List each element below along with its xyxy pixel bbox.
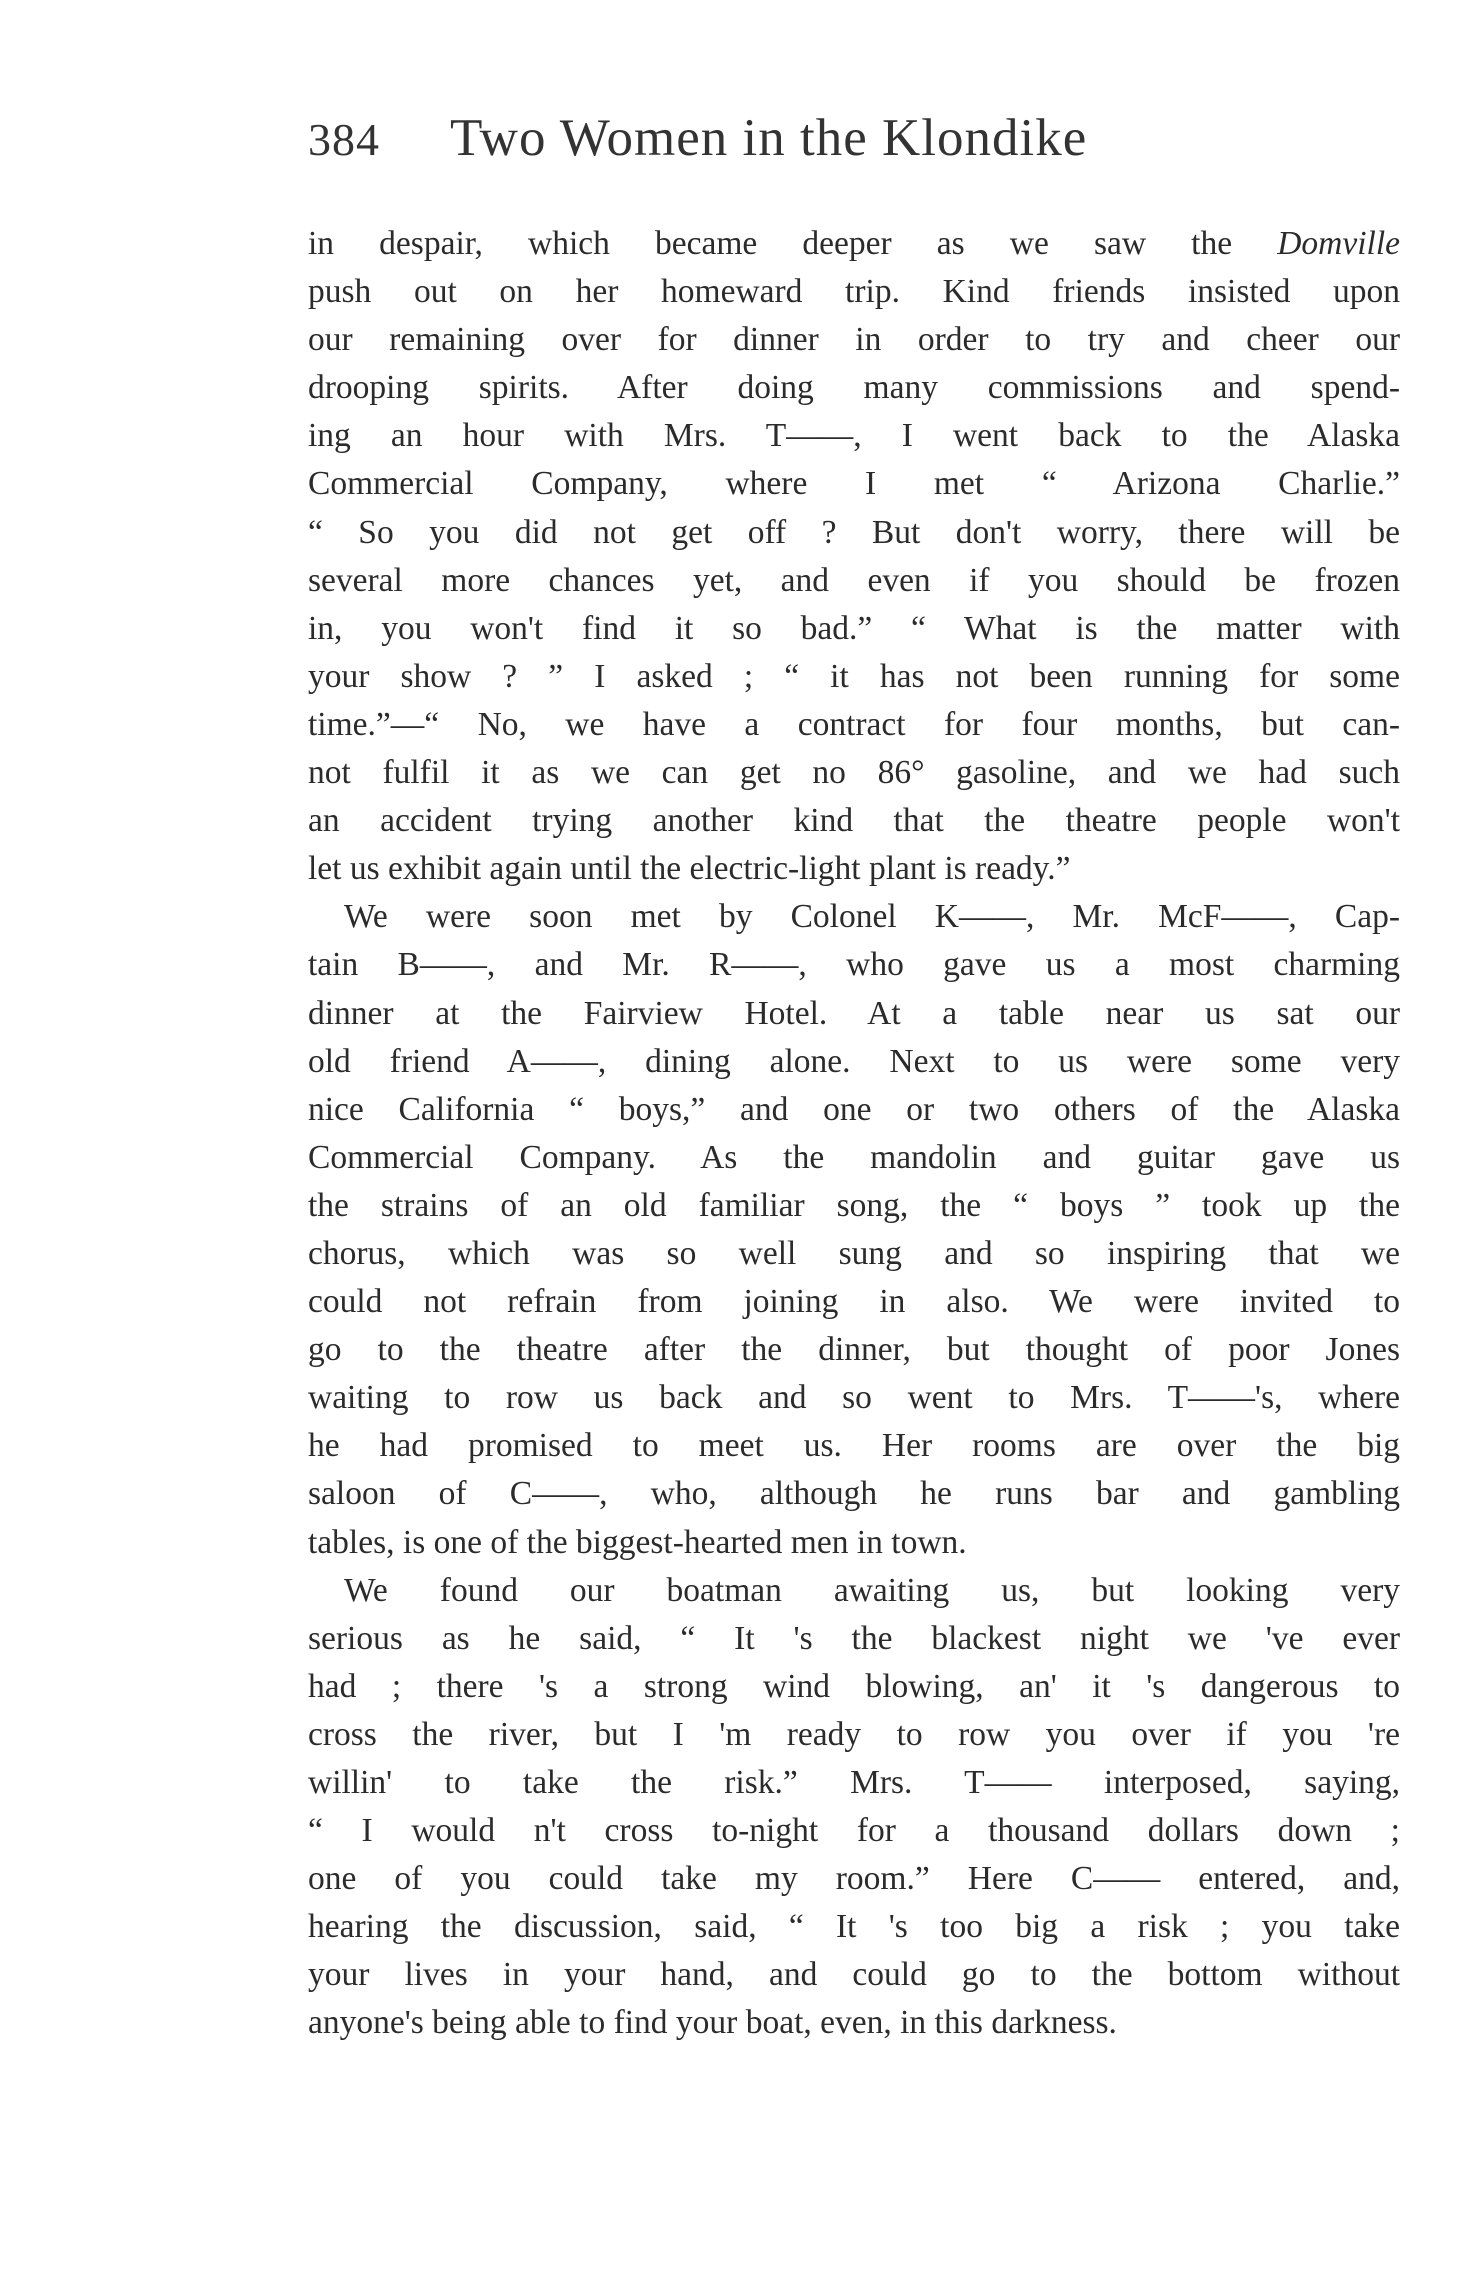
text-line: your lives in your hand, and could go to the bottom without bbox=[308, 1956, 1400, 1994]
text-line: had ; there 's a strong wind blowing, an' it 's dangerous to bbox=[308, 1667, 1400, 1705]
text-line: go to the theatre after the dinner, but thought of poor Jones bbox=[308, 1331, 1400, 1369]
text-line: willin' to take the risk.” Mrs. T—— interposed, saying, bbox=[308, 1764, 1400, 1801]
text-line: an accident trying another kind that the theatre people won't bbox=[308, 802, 1400, 840]
text-line: he had promised to meet us. Her rooms are over the big bbox=[308, 1427, 1400, 1465]
text-line: “ I would n't cross to-night for a thousand dollars down ; bbox=[308, 1812, 1400, 1850]
text-line: Commercial Company. As the mandolin and guitar gave us bbox=[308, 1138, 1400, 1176]
text-line: drooping spirits. After doing many commissions and spend- bbox=[308, 369, 1400, 407]
text-line: anyone's being able to find your boat, even, in this darkness. bbox=[308, 2004, 1117, 2042]
text-line: dinner at the Fairview Hotel. At a table near us sat our bbox=[308, 994, 1400, 1032]
text-line: nice California “ boys,” and one or two others of the Alaska bbox=[308, 1090, 1400, 1128]
text-line: your show ? ” I asked ; “ it has not been running for some bbox=[308, 657, 1400, 695]
text-line: could not refrain from joining in also. We were invited to bbox=[308, 1283, 1400, 1321]
text-line: time.”—“ No, we have a contract for four months, but can- bbox=[308, 705, 1400, 743]
text-line: hearing the discussion, said, “ It 's too big a risk ; you take bbox=[308, 1908, 1400, 1946]
text-line: tables, is one of the biggest-hearted men in town. bbox=[308, 1523, 967, 1561]
text-line: in despair, which became deeper as we saw the Domville bbox=[308, 225, 1400, 262]
paragraph bbox=[308, 893, 1400, 1566]
text-line: several more chances yet, and even if you should be frozen bbox=[308, 561, 1400, 599]
body-text bbox=[308, 220, 1400, 2048]
text-line: Commercial Company, where I met “ Arizona Charlie.” bbox=[308, 465, 1400, 503]
running-title: Two Women in the Klondike bbox=[450, 109, 1088, 167]
page-header bbox=[308, 108, 1228, 178]
page-number: 384 bbox=[308, 114, 380, 165]
text-line: waiting to row us back and so went to Mrs. T——'s, where bbox=[308, 1379, 1400, 1417]
text-line: We were soon met by Colonel K——, Mr. McF——, Cap- bbox=[344, 898, 1400, 936]
text-line: serious as he said, “ It 's the blackest night we 've ever bbox=[308, 1619, 1400, 1657]
text-line: “ So you did not get off ? But don't worry, there will be bbox=[308, 513, 1400, 551]
ship-name: Domville bbox=[1277, 225, 1400, 262]
text-line: chorus, which was so well sung and so inspiring that we bbox=[308, 1234, 1400, 1272]
paragraph bbox=[308, 220, 1400, 893]
text-line: tain B——, and Mr. R——, who gave us a most charming bbox=[308, 946, 1400, 984]
text-line: not fulfil it as we can get no 86° gasoline, and we had such bbox=[308, 754, 1400, 792]
paragraph bbox=[308, 1567, 1400, 2048]
text-line: We found our boatman awaiting us, but looking very bbox=[344, 1571, 1400, 1609]
text-line: saloon of C——, who, although he runs bar and gambling bbox=[308, 1475, 1400, 1513]
text-line: the strains of an old familiar song, the “ boys ” took up the bbox=[308, 1186, 1400, 1224]
text-line: push out on her homeward trip. Kind friends insisted upon bbox=[308, 273, 1400, 311]
text-line: old friend A——, dining alone. Next to us were some very bbox=[308, 1042, 1400, 1080]
text-line: ing an hour with Mrs. T——, I went back to the Alaska bbox=[308, 417, 1400, 455]
text-line: in, you won't find it so bad.” “ What is the matter with bbox=[308, 609, 1400, 647]
text-line: one of you could take my room.” Here C—— entered, and, bbox=[308, 1860, 1400, 1898]
text-line: cross the river, but I 'm ready to row you over if you 're bbox=[308, 1715, 1400, 1753]
text-line: let us exhibit again until the electric-light plant is ready.” bbox=[308, 850, 1071, 888]
text-line: our remaining over for dinner in order to try and cheer our bbox=[308, 321, 1400, 359]
